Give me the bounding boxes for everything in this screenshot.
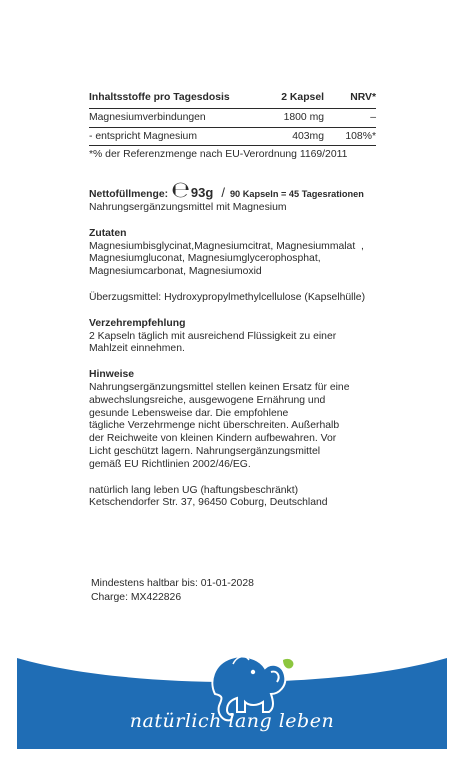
label-text-block	[89, 90, 389, 510]
ingredients-line: Magnesiumcarbonat, Magnesiumoxid	[89, 266, 262, 278]
nutrition-header-ingredient: Inhaltsstoffe pro Tagesdosis	[89, 90, 250, 108]
ingredients-line: Magnesiumgluconat, Magnesiumglycerophosphat,	[89, 253, 321, 265]
net-content-label: Nettofüllmenge:	[89, 189, 169, 201]
notes-line: der Reichweite von kleinen Kindern aufbewahren. Vor	[89, 433, 337, 445]
nutrition-cell: - entspricht Magnesium	[89, 127, 250, 146]
net-content-line	[89, 178, 389, 204]
nutrition-header-row	[89, 90, 376, 108]
ingredients-list	[89, 241, 389, 279]
notes-line: tägliche Verzehrmenge nicht überschreiten. Außerhalb	[89, 420, 340, 432]
nutrition-cell: 403mg	[250, 127, 324, 146]
net-weight: 93g	[190, 185, 214, 201]
nutrition-cell: Magnesiumverbindungen	[89, 108, 250, 127]
nutrition-row	[89, 127, 376, 146]
notes-line: gemäß EU Richtlinien 2002/46/EG.	[89, 458, 251, 470]
notes-line: Nahrungsergänzungsmittel stellen keinen Ersatz für eine	[89, 381, 350, 393]
dosage-heading: Verzehrempfehlung	[89, 317, 186, 329]
nutrition-header-dose: 2 Kapsel	[250, 90, 324, 108]
dosage-line: 2 Kapseln täglich mit ausreichend Flüssigkeit zu einer	[89, 330, 337, 342]
nrv-footnote: *% der Referenzmenge nach EU-Verordnung 1169/2011	[89, 149, 348, 161]
brand-name: natürlich lang leben	[129, 710, 335, 732]
nutrition-cell: 108%*	[324, 127, 376, 146]
notes-heading: Hinweise	[89, 369, 135, 381]
notes-text	[89, 382, 389, 472]
notes-line: gesunde Lebensweise dar. Die empfohlene	[89, 407, 289, 419]
dosage-line: Mahlzeit einnehmen.	[89, 343, 185, 355]
brand-banner	[17, 650, 447, 749]
nutrition-table	[89, 90, 376, 146]
ingredients-heading: Zutaten	[89, 227, 127, 239]
company-address: Ketschendorfer Str. 37, 96450 Coburg, Deutschland	[89, 497, 328, 509]
nutrition-row	[89, 108, 376, 127]
company-name: natürlich lang leben UG (haftungsbeschränkt)	[89, 484, 299, 496]
ingredients-line: Magnesiumbisglycinat,Magnesiumcitrat, Magnesiummalat ,	[89, 240, 364, 252]
dosage-text	[89, 331, 389, 357]
notes-line: abwechslungsreiche, ausgewogene Ernährung und	[89, 394, 326, 406]
notes-line: Licht geschützt lagern. Nahrungsergänzungsmittel	[89, 445, 321, 457]
batch-info	[91, 577, 254, 605]
estimated-sign-icon: ℮	[171, 178, 190, 204]
company-info	[89, 485, 389, 511]
coating-info: Überzugsmittel: Hydroxypropylmethylcellulose (Kapselhülle)	[89, 291, 366, 303]
net-content-separator: /	[221, 185, 225, 201]
nutrition-header-nrv: NRV*	[324, 90, 376, 108]
batch-charge: Charge: MX422826	[91, 592, 182, 603]
brand-banner-wave	[17, 650, 447, 749]
product-type: Nahrungsergänzungsmittel mit Magnesium	[89, 201, 287, 213]
best-before-date: Mindestens haltbar bis: 01-01-2028	[91, 578, 254, 589]
nutrition-cell: –	[324, 108, 376, 127]
portion-info: 90 Kapseln = 45 Tagesrationen	[229, 189, 364, 200]
nutrition-cell: 1800 mg	[250, 108, 324, 127]
